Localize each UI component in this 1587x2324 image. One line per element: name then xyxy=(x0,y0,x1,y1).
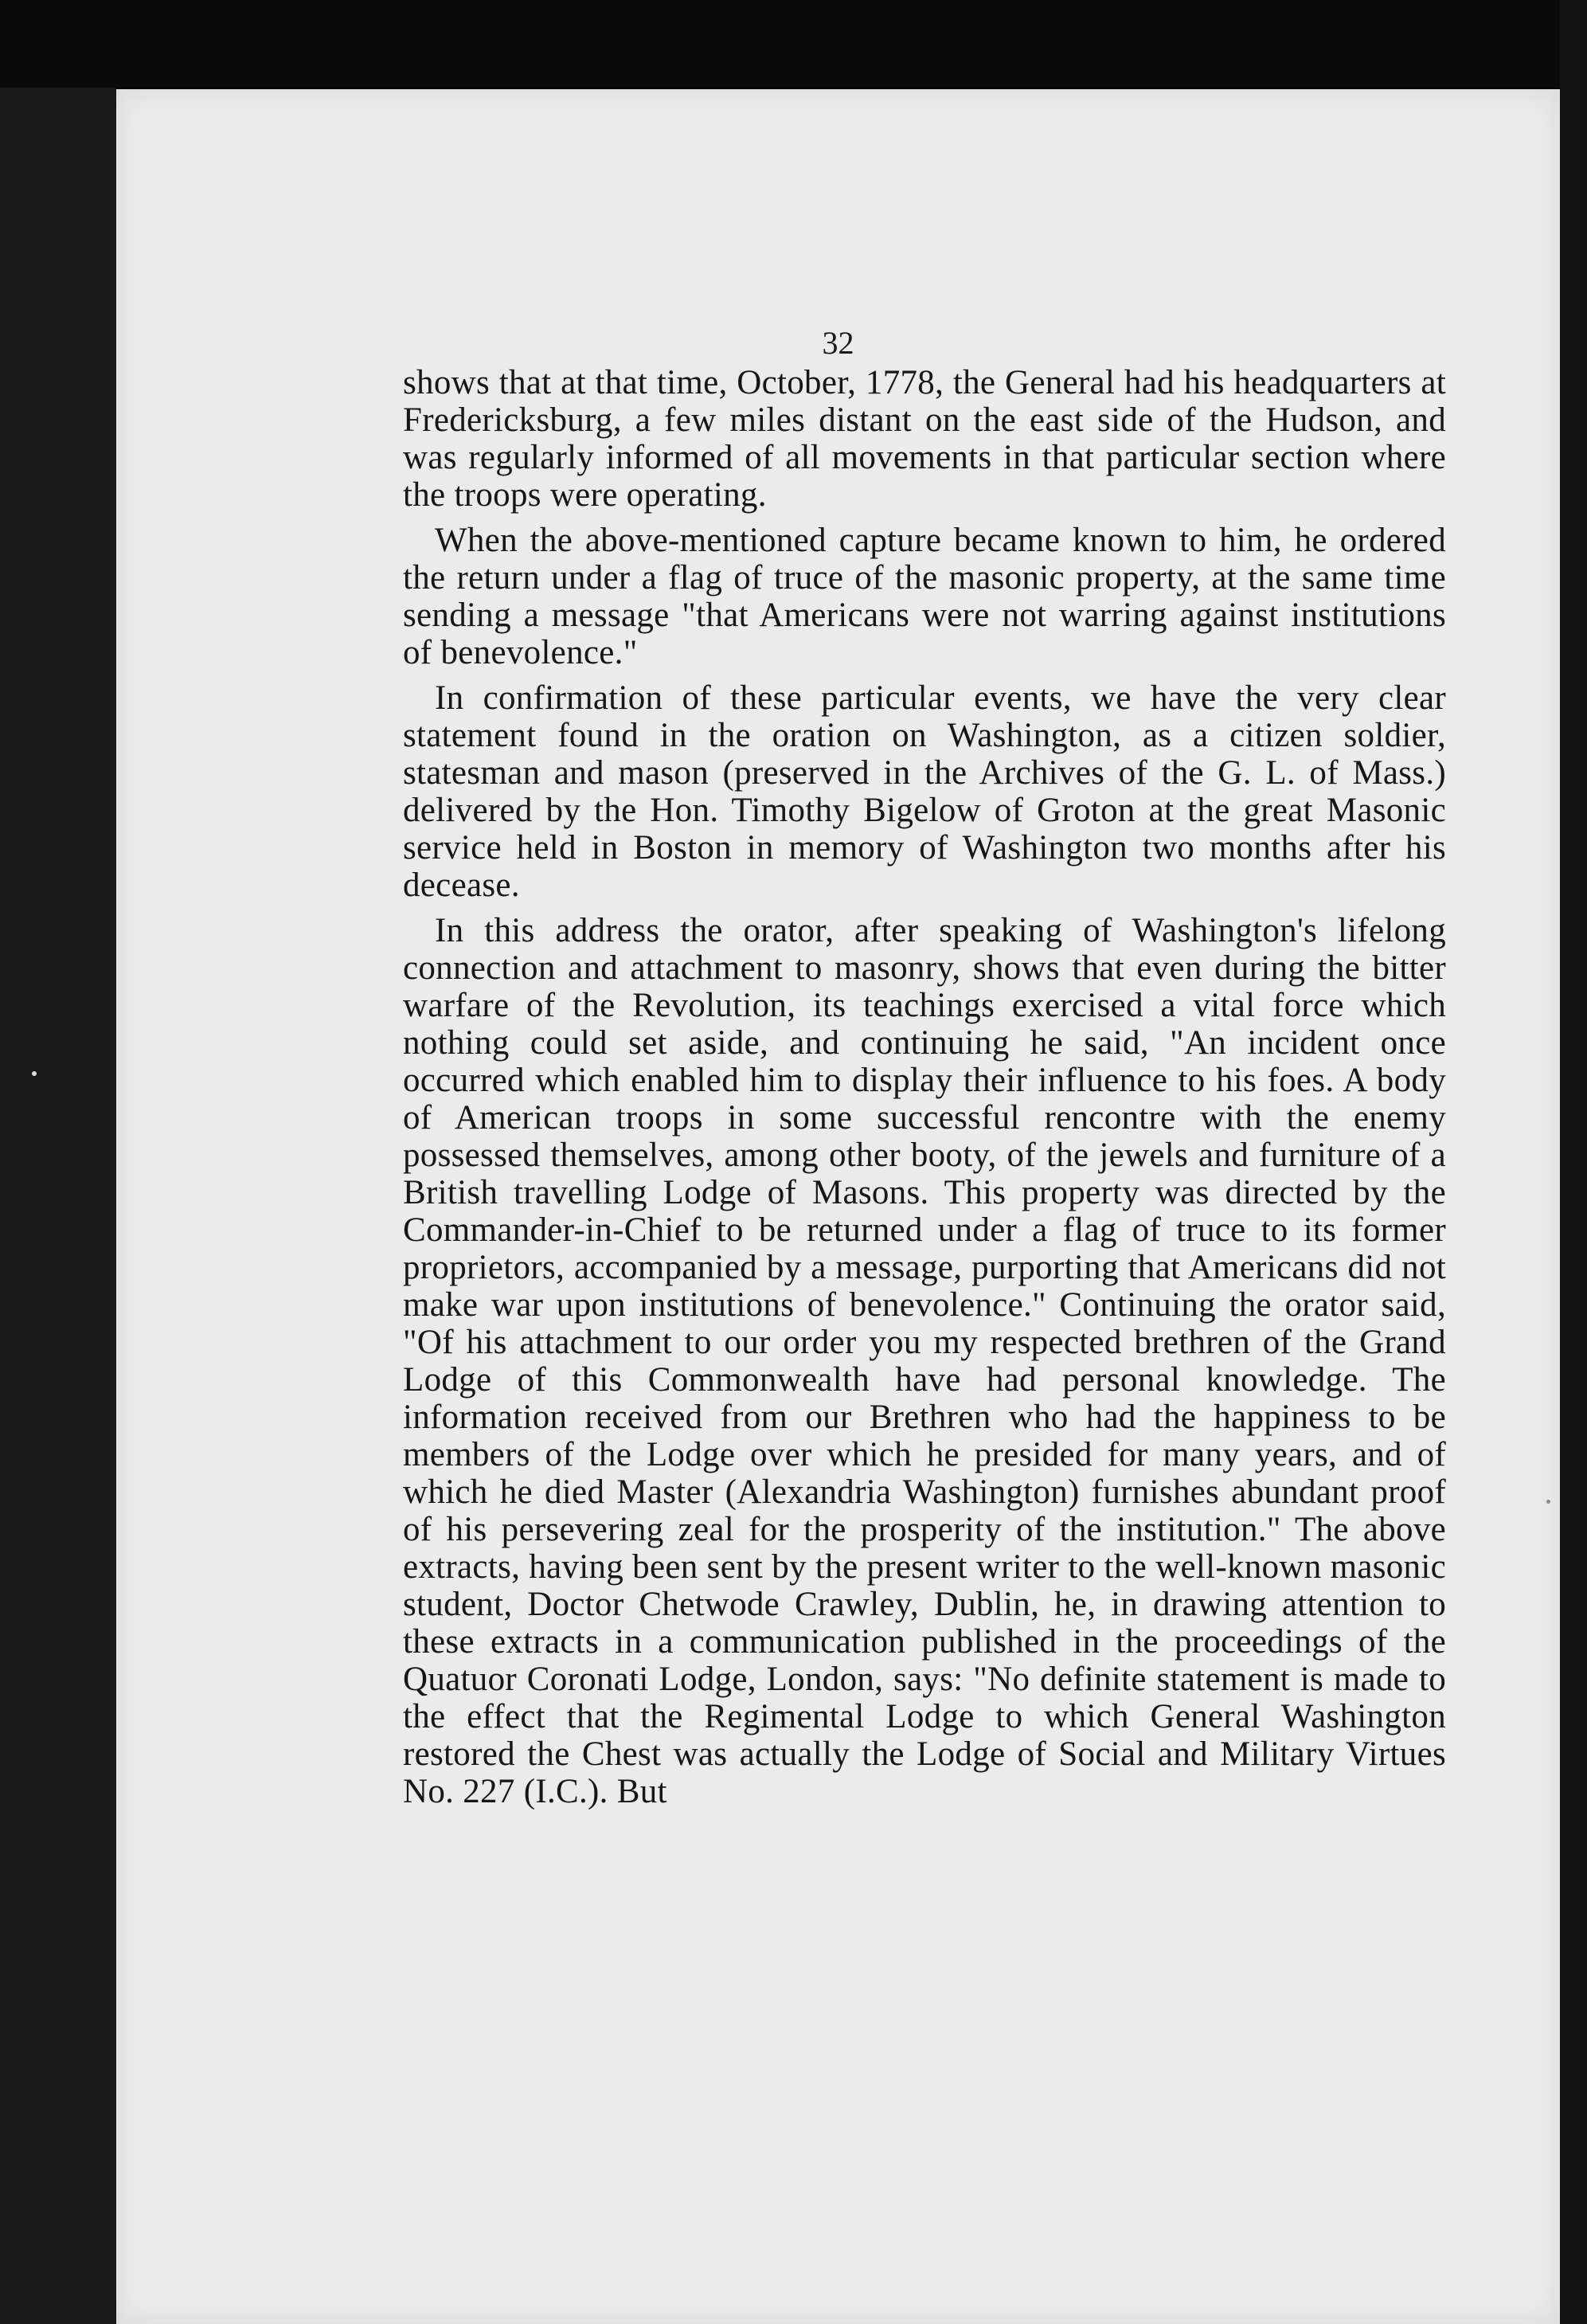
scan-speck xyxy=(1546,1500,1550,1504)
paragraph: In this address the orator, after speaking of Washington's lifelong connection and attachment to masonry, shows that even during the bitter warfare of the Revolution, its teachings exercised a vital force which nothing could set aside, and continuing he said, "An incident once occurred which enabled him to display their influence to his foes. A body of American troops in some successful rencontre with the enemy possessed themselves, among other booty, of the jewels and furniture of a British travelling Lodge of Masons. This property was directed by the Commander-in-Chief to be returned under a flag of truce to its former proprietors, accompanied by a message, purporting that Americans did not make war upon institutions of benevolence." Continuing the orator said, "Of his attachment to our order you my respected brethren of the Grand Lodge of this Commonwealth have had personal knowledge. The information received from our Brethren who had the happiness to be members of the Lodge over which he presided for many years, and of which he died Master (Alexandria Washington) furnishes abundant proof of his persevering zeal for the prosperity of the institution." The above extracts, having been sent by the present writer to the well-known masonic student, Doctor Chetwode Crawley, Dublin, he, in drawing attention to these extracts in a communication published in the proceedings of the Quatuor Coronati Lodge, London, says: "No definite statement is made to the effect that the Regimental Lodge to which General Washington restored the Chest was actually the Lodge of Social and Military Virtues No. 227 (I.C.). But xyxy=(403,912,1446,1810)
scan-border-top xyxy=(0,0,1587,88)
body-text xyxy=(403,364,1446,1810)
scan-speck xyxy=(32,1071,37,1076)
scan-border-left xyxy=(0,88,116,2324)
book-page xyxy=(116,89,1560,2324)
page-number: 32 xyxy=(822,325,854,361)
paragraph: In confirmation of these particular events, we have the very clear statement found in the oration on Washington, as a citizen soldier, statesman and mason (preserved in the Archives of the G. L. of Mass.) delivered by the Hon. Timothy Bigelow of Groton at the great Masonic service held in Boston in memory of Washington two months after his decease. xyxy=(403,679,1446,904)
scan-border-right xyxy=(1560,0,1587,2324)
paragraph: When the above-mentioned capture became known to him, he ordered the return under a flag of truce of the masonic property, at the same time sending a message "that Americans were not warring against institutions of benevolence." xyxy=(403,522,1446,671)
paragraph: shows that at that time, October, 1778, the General had his headquarters at Fredericksburg, a few miles distant on the east side of the Hudson, and was regularly informed of all movements in that particular section where the troops were operating. xyxy=(403,364,1446,514)
